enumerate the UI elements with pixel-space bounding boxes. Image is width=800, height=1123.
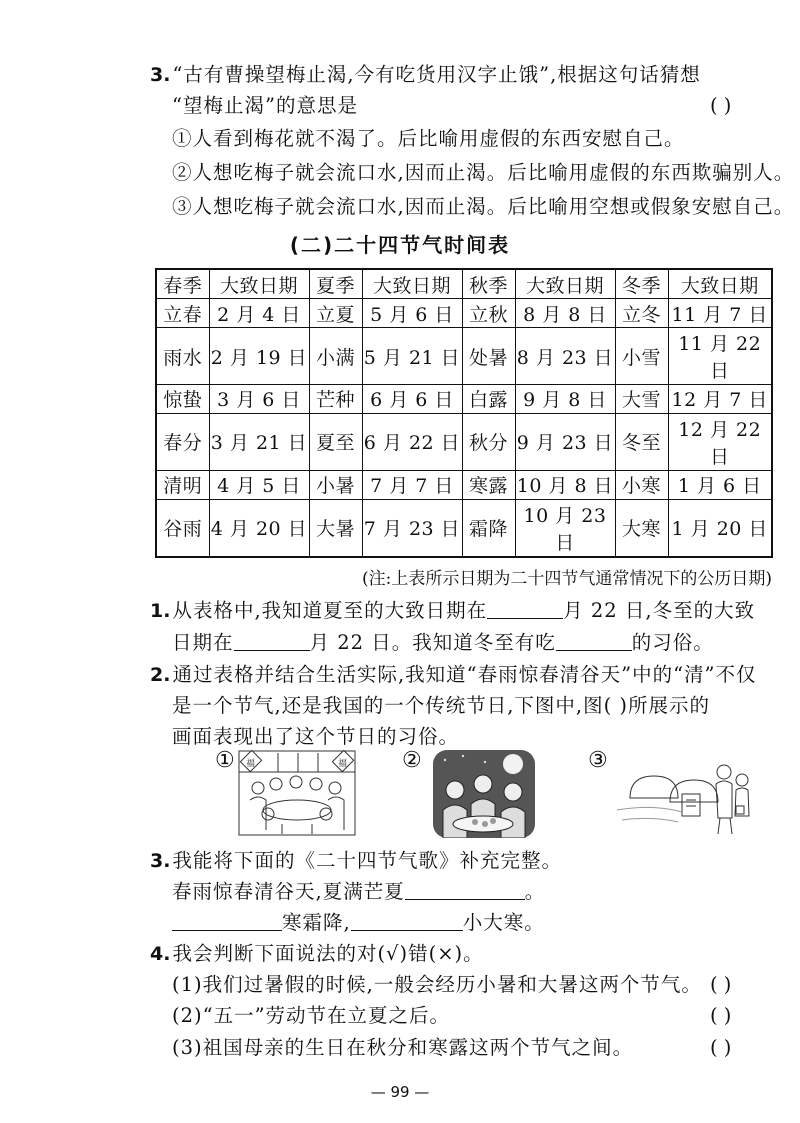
table-cell: 秋分 bbox=[462, 413, 515, 470]
q4-item-2-answer[interactable]: ( ) bbox=[710, 1004, 732, 1027]
table-cell: 小寒 bbox=[615, 470, 668, 499]
q3-text2a: 春雨惊春清谷天,夏满芒夏 bbox=[172, 880, 405, 903]
table-cell: 白露 bbox=[462, 384, 515, 413]
table-cell: 谷雨 bbox=[156, 499, 209, 557]
table-header-row bbox=[156, 269, 772, 299]
q4-item-1: (1)我们过暑假的时候,一般会经历小暑和大暑这两个节气。 bbox=[172, 973, 702, 996]
table-cell: 5 月 21 日 bbox=[362, 328, 462, 385]
q3-text3a: 寒霜降, bbox=[282, 911, 351, 934]
table-cell: 11 月 7 日 bbox=[668, 299, 772, 328]
picture-1-sign-left: 福 bbox=[246, 759, 256, 769]
picture-1-label: ① bbox=[215, 748, 235, 773]
table-cell: 10 月 8 日 bbox=[515, 470, 615, 499]
q3-number: 3. bbox=[150, 850, 171, 872]
table-cell: 8 月 8 日 bbox=[515, 299, 615, 328]
table-cell: 12 月 22 日 bbox=[668, 413, 772, 470]
table-row bbox=[156, 499, 772, 557]
q3-top-text1: “古有曹操望梅止渴,今有吃货用汉字止饿”,根据这句话猜想 bbox=[172, 63, 701, 86]
table-cell: 大暑 bbox=[309, 499, 362, 557]
picture-2-label: ② bbox=[402, 748, 422, 773]
q3-line2 bbox=[172, 877, 545, 907]
q3-top-line2: “望梅止渴”的意思是 bbox=[172, 94, 358, 117]
table-cell: 10 月 23 日 bbox=[515, 499, 615, 557]
table-row bbox=[156, 470, 772, 499]
q3-top-option-3[interactable]: ③人想吃梅子就会流口水,因而止渴。后比喻用空想或假象安慰自己。 bbox=[172, 195, 795, 218]
q4-item-3-answer[interactable]: ( ) bbox=[710, 1036, 732, 1059]
table-cell: 3 月 21 日 bbox=[209, 413, 309, 470]
q1-text2: 月 22 日,冬至的大致 bbox=[563, 599, 756, 622]
q2-text1: 通过表格并结合生活实际,我知道“春雨惊春清谷天”中的“清”不仅 bbox=[172, 663, 757, 686]
q2-line1 bbox=[150, 660, 757, 690]
header-cell: 秋季 bbox=[462, 269, 515, 299]
section-title: (二)二十四节气时间表 bbox=[289, 233, 511, 257]
table-cell: 6 月 6 日 bbox=[362, 384, 462, 413]
table-cell: 霜降 bbox=[462, 499, 515, 557]
q1-blank-summer-month[interactable] bbox=[487, 598, 563, 619]
table-cell: 1 月 6 日 bbox=[668, 470, 772, 499]
picture-1-family-dinner[interactable] bbox=[238, 750, 356, 836]
q3-blank-3[interactable] bbox=[351, 910, 463, 931]
q1-text4: 月 22 日。我知道冬至有吃 bbox=[309, 631, 556, 654]
table-cell: 寒露 bbox=[462, 470, 515, 499]
table-row bbox=[156, 413, 772, 470]
q3-text3b: 小大寒。 bbox=[462, 911, 545, 934]
table-cell: 1 月 20 日 bbox=[668, 499, 772, 557]
table-cell: 8 月 23 日 bbox=[515, 328, 615, 385]
table-cell: 立秋 bbox=[462, 299, 515, 328]
q2-line2[interactable]: 是一个节气,还是我国的一个传统节日,下图中,图( )所展示的 bbox=[172, 694, 711, 717]
table-cell: 立春 bbox=[156, 299, 209, 328]
table-cell: 大雪 bbox=[615, 384, 668, 413]
table-cell: 3 月 6 日 bbox=[209, 384, 309, 413]
table-cell: 小满 bbox=[309, 328, 362, 385]
table-cell: 6 月 22 日 bbox=[362, 413, 462, 470]
header-cell: 夏季 bbox=[309, 269, 362, 299]
table-cell: 7 月 7 日 bbox=[362, 470, 462, 499]
page-number: — 99 — bbox=[370, 1083, 430, 1101]
header-cell: 大致日期 bbox=[362, 269, 462, 299]
table-cell: 9 月 23 日 bbox=[515, 413, 615, 470]
q1-number: 1. bbox=[150, 600, 171, 622]
table-cell: 5 月 6 日 bbox=[362, 299, 462, 328]
q4-item-2: (2)“五一”劳动节在立夏之后。 bbox=[172, 1004, 451, 1027]
picture-3-tomb-sweeping[interactable] bbox=[612, 750, 752, 838]
header-cell: 冬季 bbox=[615, 269, 668, 299]
q4-item-1-answer[interactable]: ( ) bbox=[710, 973, 732, 996]
q3-line3 bbox=[172, 908, 545, 938]
q1-line1 bbox=[150, 596, 755, 626]
q1-text3: 日期在 bbox=[172, 631, 234, 654]
q1-text5: 的习俗。 bbox=[631, 631, 714, 654]
q3-top-option-2[interactable]: ②人想吃梅子就会流口水,因而止渴。后比喻用虚假的东西欺骗别人。 bbox=[172, 161, 795, 184]
table-row bbox=[156, 328, 772, 385]
table-cell: 雨水 bbox=[156, 328, 209, 385]
q2-number: 2. bbox=[150, 664, 171, 686]
q3-text1: 我能将下面的《二十四节气歌》补充完整。 bbox=[172, 849, 562, 872]
table-cell: 小雪 bbox=[615, 328, 668, 385]
table-cell: 7 月 23 日 bbox=[362, 499, 462, 557]
header-cell: 大致日期 bbox=[209, 269, 309, 299]
table-cell: 冬至 bbox=[615, 413, 668, 470]
q1-blank-food[interactable] bbox=[556, 630, 632, 651]
header-cell: 春季 bbox=[156, 269, 209, 299]
table-row bbox=[156, 299, 772, 328]
table-cell: 惊蛰 bbox=[156, 384, 209, 413]
q2-line3: 画面表现出了这个节日的习俗。 bbox=[172, 725, 460, 748]
header-cell: 大致日期 bbox=[515, 269, 615, 299]
q3-top-option-1[interactable]: ①人看到梅花就不渴了。后比喻用虚假的东西安慰自己。 bbox=[172, 127, 685, 150]
table-cell: 立冬 bbox=[615, 299, 668, 328]
table-cell: 2 月 19 日 bbox=[209, 328, 309, 385]
table-cell: 4 月 20 日 bbox=[209, 499, 309, 557]
table-cell: 4 月 5 日 bbox=[209, 470, 309, 499]
q3-top-number: 3. bbox=[150, 64, 171, 86]
table-cell: 春分 bbox=[156, 413, 209, 470]
table-cell: 9 月 8 日 bbox=[515, 384, 615, 413]
q1-blank-winter-month[interactable] bbox=[234, 630, 310, 651]
q4-text1: 我会判断下面说法的对(√)错(×)。 bbox=[172, 942, 484, 965]
header-cell: 大致日期 bbox=[668, 269, 772, 299]
table-cell: 12 月 7 日 bbox=[668, 384, 772, 413]
table-row bbox=[156, 384, 772, 413]
table-cell: 大寒 bbox=[615, 499, 668, 557]
picture-3-label: ③ bbox=[588, 748, 608, 773]
table-cell: 处暑 bbox=[462, 328, 515, 385]
q3-text2b: 。 bbox=[524, 880, 546, 903]
q1-text1: 从表格中,我知道夏至的大致日期在 bbox=[172, 599, 488, 622]
table-cell: 2 月 4 日 bbox=[209, 299, 309, 328]
q3-blank-2[interactable] bbox=[172, 910, 282, 931]
table-note: (注:上表所示日期为二十四节气通常情况下的公历日期) bbox=[362, 569, 772, 589]
q3-top-line1 bbox=[150, 60, 701, 90]
solar-terms-table bbox=[155, 268, 773, 558]
q4-item-3: (3)祖国母亲的生日在秋分和寒露这两个节气之间。 bbox=[172, 1036, 634, 1059]
table-cell: 11 月 22 日 bbox=[668, 328, 772, 385]
picture-2-moon-festival[interactable] bbox=[433, 750, 535, 838]
q3-blank-1[interactable] bbox=[405, 879, 525, 900]
picture-1-sign-right: 福 bbox=[338, 759, 348, 769]
table-cell: 立夏 bbox=[309, 299, 362, 328]
table-cell: 夏至 bbox=[309, 413, 362, 470]
q3-top-answer-paren[interactable]: ( ) bbox=[710, 94, 732, 117]
q3-line1 bbox=[150, 846, 562, 876]
table-cell: 芒种 bbox=[309, 384, 362, 413]
q4-number: 4. bbox=[150, 943, 171, 965]
q1-line2 bbox=[172, 628, 714, 658]
table-cell: 清明 bbox=[156, 470, 209, 499]
q4-line1 bbox=[150, 939, 484, 969]
table-cell: 小暑 bbox=[309, 470, 362, 499]
